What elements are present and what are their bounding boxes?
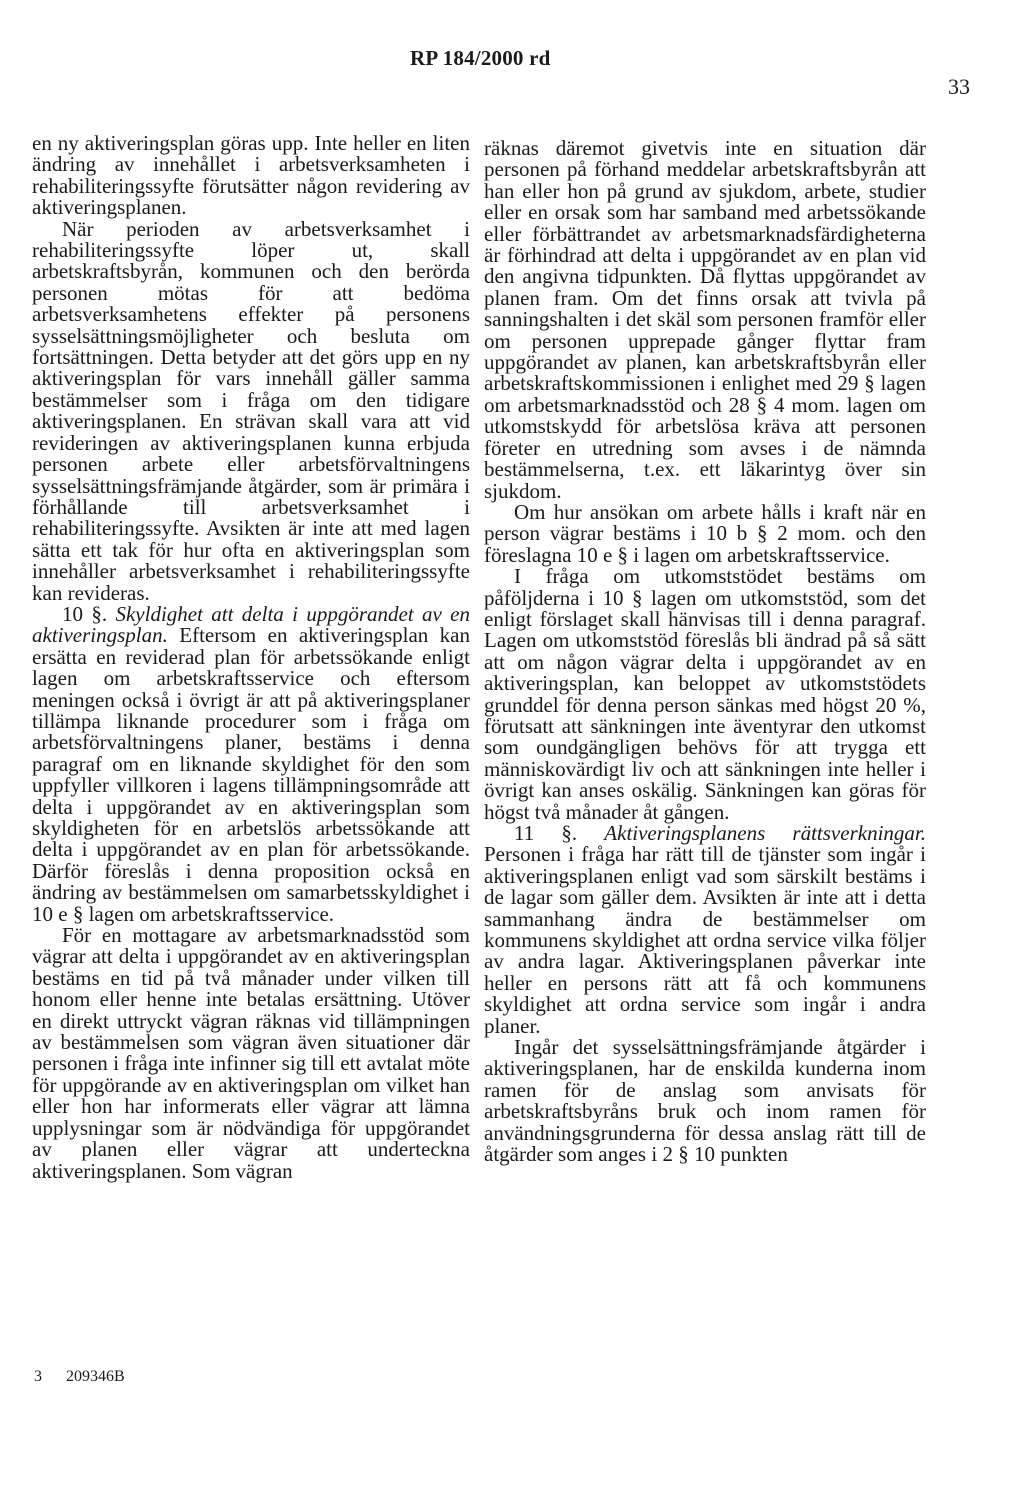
section-heading: Aktiveringsplanens rättsverkningar. — [604, 821, 926, 845]
right-column — [484, 138, 926, 1166]
section-paragraph — [484, 823, 926, 1037]
paragraph: Om hur ansökan om arbete hålls i kraft när en person vägrar bestäms i 10 b § 2 mom. och den föreslagna 10 e § i lagen om arbetskraftsservice. — [484, 499, 926, 567]
paragraph: en ny aktiveringsplan göras upp. Inte heller en liten ändring av innehållet i arbetsverksamheten i rehabiliteringssyfte förutsätter någon revidering av aktiveringsplanen. — [32, 131, 470, 220]
section-heading: Skyldighet att delta i uppgörandet av en aktiveringsplan. — [32, 601, 471, 648]
paragraph: Ingår det sysselsättningsfrämjande åtgärder i aktiveringsplanen, har de enskilda kunderna inom ramen för de anslag som anvisats för arbetskraftsbyråns bruk och inom ramen för användningsgrunderna för dessa anslag rätt till de åtgärder som anges i 2 § 10 punkten — [484, 1035, 926, 1167]
paragraph: I fråga om utkomststödet bestäms om påföljderna i 10 § lagen om utkomststöd, som det enligt förslaget skall hänvisas till i denna paragraf. Lagen om utkomststöd föreslås bli ändrad på så sätt att om någon vägrar delta i uppgörandet av en aktiveringsplan, kan beloppet av utkomststödets grunddel för denna person sänkas med högst 20 %, förutsatt att sänkningen inte äventyrar den utkomst som oundgängligen behövs för att trygga ett människovärdigt liv och att sänkningen inte heller i övrigt kan anses oskälig. Sänkningen kan göras för högst två månader åt gången. — [484, 564, 926, 824]
left-column — [32, 133, 470, 1182]
paragraph: För en mottagare av arbetsmarknadsstöd som vägrar att delta i uppgörandet av en aktiveringsplan bestäms en tid på två månader under vilken till honom eller henne inte betalas ersättning. Utöver en direkt uttryckt vägran räknas vid tillämpningen av bestämmelsen som vägran även situationer där personen i fråga inte infinner sig till ett avtalat möte för uppgörande av en aktiveringsplan om vilket han eller hon har informerats eller vägrar att lämna upplysningar som är nödvändiga för uppgörandet av planen eller vägrar att underteckna aktiveringsplanen. Som vägran — [32, 923, 470, 1183]
section-paragraph — [32, 601, 471, 926]
page-number: 33 — [948, 74, 970, 99]
section-number: 11 §. — [514, 821, 578, 845]
document-id: RP 184/2000 rd — [410, 46, 551, 70]
print-code: 209346B — [66, 1368, 125, 1385]
section-body: Personen i fråga har rätt till de tjänster som ingår i aktiveringsplanen enligt vad som särskilt bestäms i de lagar som gäller dem. Avsikten är inte att i detta sammanhang ändra de bestämmelser om kommunens skyldighet att ordna service vilka följer av andra lagar. Aktiveringsplanen påverkar inte heller en persons rätt att få och kommunens skyldighet att ordna service som ingår i andra planer. — [484, 842, 926, 1038]
paragraph: När perioden av arbetsverksamhet i rehabiliteringssyfte löper ut, skall arbetskraftsbyrån, kommunen och den berörda personen mötas för att bedöma arbetsverksamhetens effekter på personens sysselsättningsmöjligheter och besluta om fortsättningen. Detta betyder att det görs upp en ny aktiveringsplan för vars innehåll gäller samma bestämmelser som i fråga om den tidigare aktiveringsplanen. En strävan skall vara att vid revideringen av aktiveringsplanen kunna erbjuda personen arbete eller arbetsförvaltningens sysselsättningsfrämjande åtgärder, som är primära i förhållande till arbetsverksamhet i rehabiliteringssyfte. Avsikten är inte att med lagen sätta ett tak för hur ofta en aktiveringsplan som innehåller arbetsverksamhet i rehabiliteringssyfte kan revideras. — [32, 216, 470, 605]
page-header — [0, 46, 1024, 99]
section-number: 10 §. — [62, 601, 108, 626]
paragraph: räknas däremot givetvis inte en situation där personen på förhand meddelar arbetskraftsbyrån att han eller hon på grund av sjukdom, arbete, studier eller en orsak som har samband med arbetssökande eller förbättrandet av arbetsmarknadsfärdigheterna är förhindrad att delta i uppgörandet av en plan vid den angivna tidpunkten. Då flyttas uppgörandet av planen fram. Om det finns orsak att tvivla på sanningshalten i det skäl som personen framför eller om personen upprepade gånger flyttar fram uppgörandet av planen, kan arbetskraftsbyrån eller arbetskraftskommissionen i enlighet med 29 § lagen om arbetsmarknadsstöd och 28 § 4 mom. lagen om utkomstskydd för arbetslösa kräva att personen företer en utredning som avses i de nämnda bestämmelserna, t.ex. ett läkarintyg över sin sjukdom. — [484, 136, 926, 503]
page-footer — [34, 1368, 125, 1386]
section-body: Eftersom en aktiveringsplan kan ersätta en reviderad plan för arbetssökande enligt lagen om arbetskraftsservice och eftersom meningen också i övrigt är att på aktiveringsplaner tillämpa liknande procedurer som i fråga om arbetsförvaltningens planer, bestäms i denna paragraf om en liknande skyldighet för den som uppfyller villkoren i lagens tillämpningsområde att delta i uppgörandet av en aktiveringsplan som skyldigheten för en arbetslös arbetssökande att delta i uppgörandet av en plan för arbetssökande. Därför föreslås i denna proposition också en ändring av bestämmelsen om samarbetsskyldighet i 10 e § lagen om arbetskraftsservice. — [32, 623, 470, 926]
sheet-number: 3 — [34, 1368, 42, 1385]
